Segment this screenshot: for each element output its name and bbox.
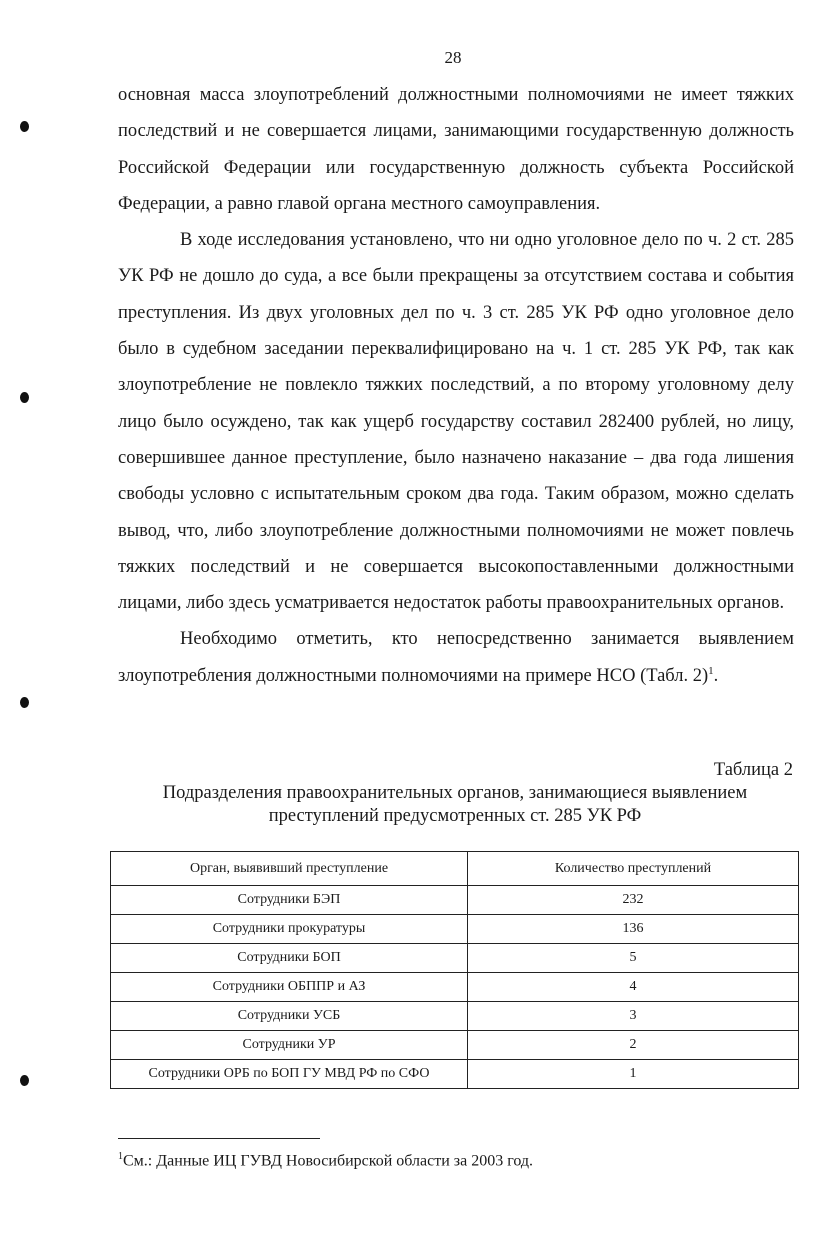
paragraph-3-text: Необходимо отметить, кто непосредственно занимается выявлением злоупотребления должностными полномочиями на примере НСО (Табл. 2) <box>118 629 794 686</box>
table-label: Таблица 2 <box>713 760 793 780</box>
paragraph-3: Необходимо отметить, кто непосредственно занимается выявлением злоупотребления должностными полномочиями на примере НСО (Табл. 2)$^1$. <box>118 629 794 686</box>
count-cell: 2 <box>468 1031 799 1060</box>
agency-cell: Сотрудники УР <box>111 1031 468 1060</box>
footnote-text: См.: Данные ИЦ ГУВД Новосибирской области за 2003 год. <box>123 1152 534 1170</box>
table-row <box>111 1002 799 1031</box>
count-cell: 1 <box>468 1060 799 1089</box>
table-caption-line-2: преступлений предусмотренных ст. 285 УК РФ <box>268 806 642 826</box>
header-count: Количество преступлений <box>468 852 799 886</box>
footnote-marker: 1 <box>118 1151 123 1162</box>
table-row <box>111 1031 799 1060</box>
table-header-row <box>111 852 799 886</box>
agency-cell: Сотрудники прокуратуры <box>111 915 468 944</box>
table-caption <box>110 782 800 828</box>
footnote-reference: 1 <box>708 664 714 677</box>
footnote-divider <box>118 1138 320 1139</box>
paragraph-2: В ходе исследования установлено, что ни одно уголовное дело по ч. 2 ст. 285 УК РФ не дошло до суда, а все были прекращены за отсутствием состава и события преступления. Из двух уголовных дел по ч. 3 ст. 285 УК РФ одно уголовное дело было в судебном заседании переквалифицировано на ч. 1 ст. 285 УК РФ, так как злоупотребление не повлекло тяжких последствий, а по второму уголовному делу лицо было осуждено, так как ущерб государству составил 282400 рублей, но лицу, совершившее данное преступление, было назначено наказание – два года лишения свободы условно с испытательным сроком два года. Таким образом, можно сделать вывод, что, либо злоупотребление должностными полномочиями не может повлечь тяжких последствий и не совершается высокопоставленными должностными лицами, либо здесь усматривается недостаток работы правоохранительных органов. <box>118 230 794 614</box>
header-agency: Орган, выявивший преступление <box>111 852 468 886</box>
binder-hole-mark <box>20 1075 29 1086</box>
binder-hole-mark <box>20 121 29 132</box>
agency-cell: Сотрудники ОБППР и АЗ <box>111 973 468 1002</box>
agency-cell: Сотрудники УСБ <box>111 1002 468 1031</box>
table-row <box>111 944 799 973</box>
paragraph-1: основная масса злоупотреблений должностными полномочиями не имеет тяжких последствий и не совершается лицами, занимающими государственную должность Российской Федерации или государственную должность субъекта Российской Федерации, а равно главой органа местного самоуправления. <box>118 85 794 214</box>
binder-hole-mark <box>20 392 29 403</box>
count-cell: 3 <box>468 1002 799 1031</box>
agency-cell: Сотрудники ОРБ по БОП ГУ МВД РФ по СФО <box>111 1060 468 1089</box>
count-cell: 5 <box>468 944 799 973</box>
count-cell: 232 <box>468 886 799 915</box>
agency-cell: Сотрудники БОП <box>111 944 468 973</box>
table-row <box>111 1060 799 1089</box>
count-cell: 4 <box>468 973 799 1002</box>
table-row <box>111 886 799 915</box>
agency-cell: Сотрудники БЭП <box>111 886 468 915</box>
binder-hole-mark <box>20 697 29 708</box>
body-text <box>118 77 794 694</box>
footnote <box>118 1151 533 1170</box>
page-number: 28 <box>444 48 462 67</box>
table-caption-line-1: Подразделения правоохранительных органов, занимающиеся выявлением <box>162 783 748 803</box>
table-row <box>111 915 799 944</box>
table-row <box>111 973 799 1002</box>
count-cell: 136 <box>468 915 799 944</box>
data-table <box>110 851 799 1089</box>
